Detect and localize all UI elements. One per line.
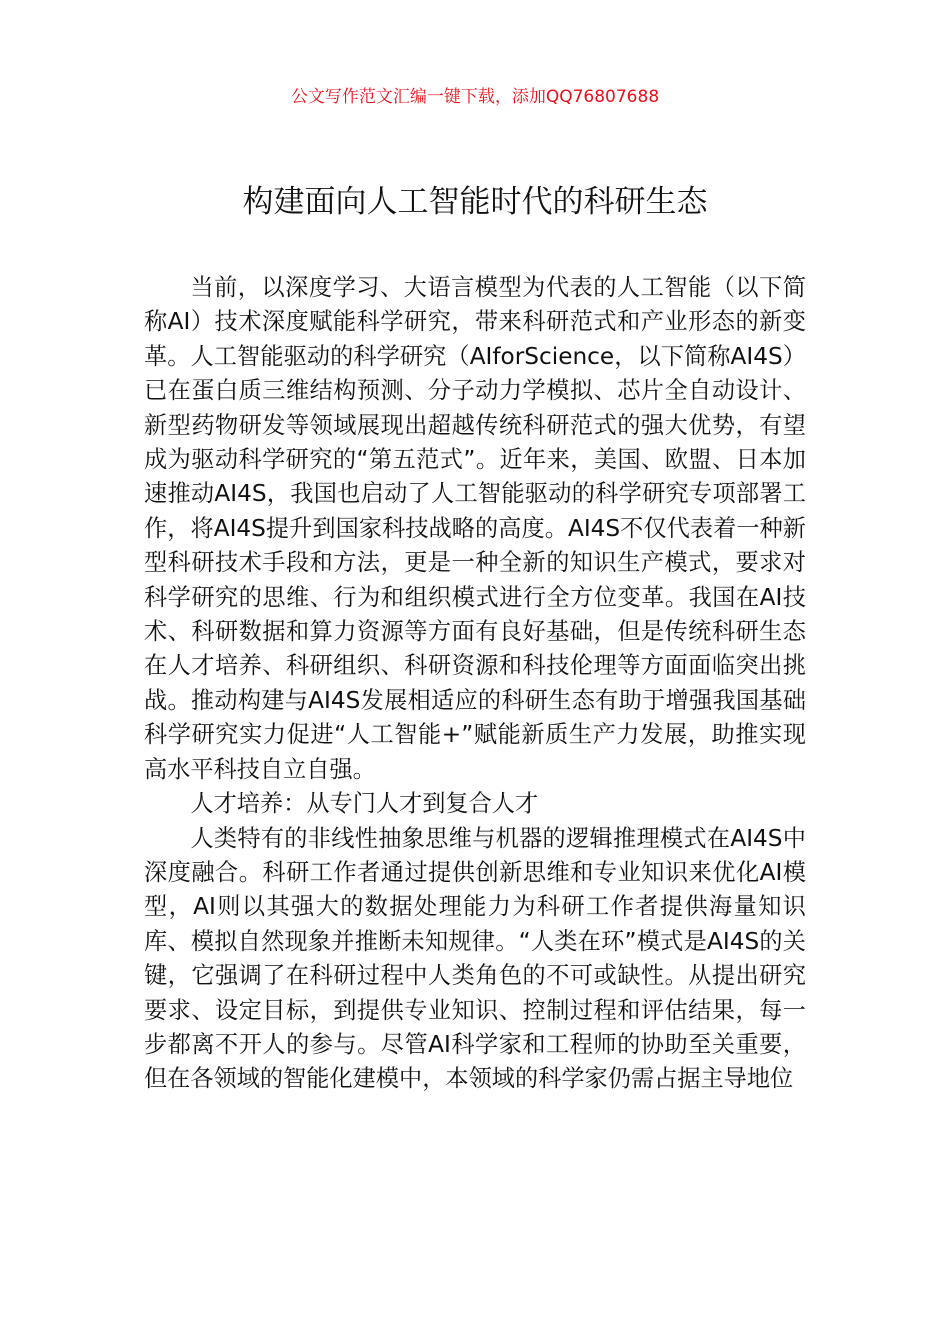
document-title: 构建面向人工智能时代的科研生态	[242, 184, 708, 220]
paragraph-intro: 当前，以深度学习、大语言模型为代表的人工智能（以下简称AI）技术深度赋能科学研究，带来科研范式和产业形态的新变革。人工智能驱动的科学研究（AIforScience，以下简称AI4S）已在蛋白质三维结构预测、分子动力学模拟、芯片全自动设计、新型药物研发等领域展现出超越传统科研范式的强大优势，有望成为驱动科学研究的“第五范式”。近年来，美国、欧盟、日本加速推动AI4S，我国也启动了人工智能驱动的科学研究专项部署工作，将AI4S提升到国家科技战略的高度。AI4S不仅代表着一种新型科研技术手段和方法，更是一种全新的知识生产模式，要求对科学研究的思维、行为和组织模式进行全方位变革。我国在AI技术、科研数据和算力资源等方面有良好基础，但是传统科研生态在人才培养、科研组织、科研资源和科技伦理等方面面临突出挑战。推动构建与AI4S发展相适应的科研生态有助于增强我国基础科学研究实力促进“人工智能+”赋能新质生产力发展，助推实现高水平科技自立自强。	[144, 274, 806, 783]
watermark-text: 公文写作范文汇编一键下载，添加QQ76807688	[290, 87, 660, 107]
section-heading: 人才培养：从专门人才到复合人才	[190, 790, 539, 818]
document-body	[144, 271, 806, 1097]
paragraph-talent: 人类特有的非线性抽象思维与机器的逻辑推理模式在AI4S中深度融合。科研工作者通过提供创新思维和专业知识来优化AI模型，AI则以其强大的数据处理能力为科研工作者提供海量知识库、模拟自然现象并推断未知规律。“人类在环”模式是AI4S的关键，它强调了在科研过程中人类角色的不可或缺性。从提出研究要求、设定目标，到提供专业知识、控制过程和评估结果，每一步都离不开人的参与。尽管AI科学家和工程师的协助至关重要，但在各领域的智能化建模中，本领域的科学家仍需占据主导地位	[144, 824, 806, 1093]
